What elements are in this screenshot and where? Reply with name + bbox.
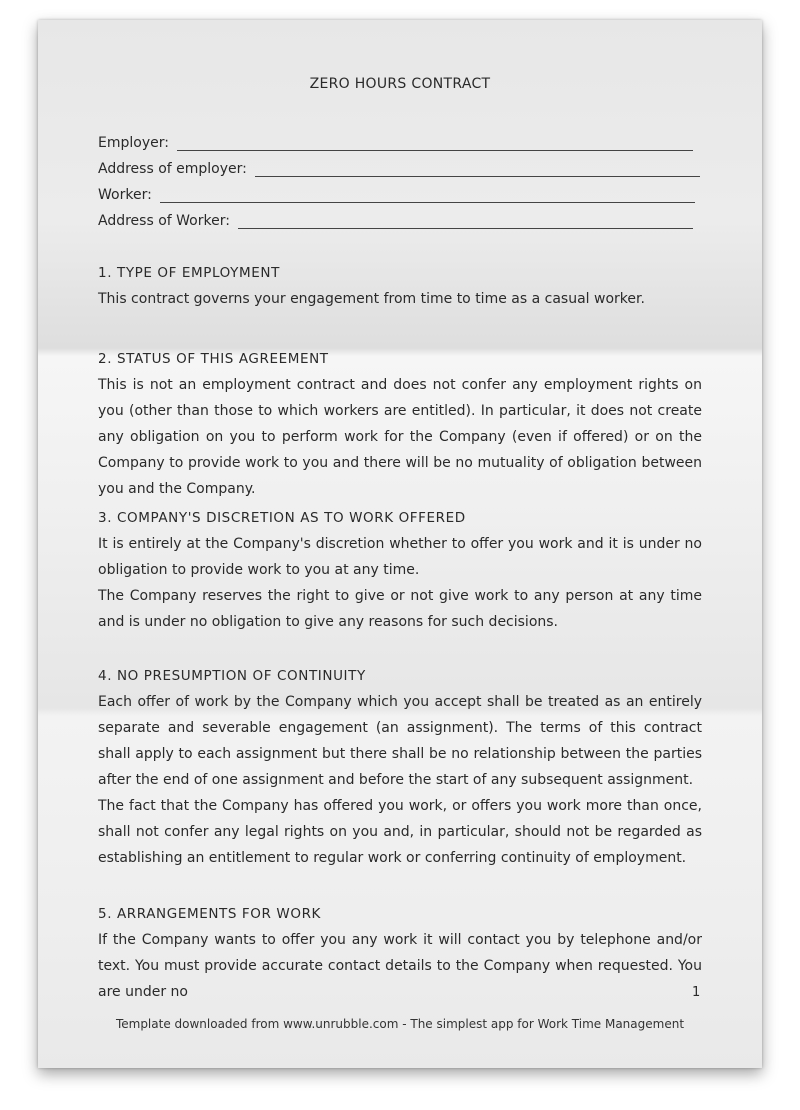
worker-address-blank-line[interactable] xyxy=(238,214,693,229)
footer-note: Template downloaded from www.unrubble.com - The simplest app for Work Time Management xyxy=(115,1017,685,1031)
employer-address-blank-line[interactable] xyxy=(255,162,700,177)
worker-field xyxy=(98,183,695,203)
section-2-heading: 2. STATUS OF THIS AGREEMENT xyxy=(98,351,329,367)
employer-label: Employer: xyxy=(98,135,169,151)
document-title: ZERO HOURS CONTRACT xyxy=(309,76,491,92)
section-4-paragraph-1: Each offer of work by the Company which you accept shall be treated as an entirely separate and severable engagement (an assignment). The terms of this contract shall apply to each assignment but there shall be no relationship between the parties after the end of one assignment and before the start of any subsequent assignment. xyxy=(98,694,702,788)
section-4-heading: 4. NO PRESUMPTION OF CONTINUITY xyxy=(98,668,366,684)
section-2-paragraph-1: This is not an employment contract and does not confer any employment rights on you (other than those to which workers are entitled). In particular, it does not create any obligation on you to perform work for the Company (even if offered) or on the Company to provide work to you and there will be no mutuality of obligation between you and the Company. xyxy=(98,377,702,497)
page-number: 1 xyxy=(692,985,701,1000)
employer-blank-line[interactable] xyxy=(177,136,693,151)
section-1-paragraph-1: This contract governs your engagement from time to time as a casual worker. xyxy=(98,291,645,307)
employer-field xyxy=(98,131,693,151)
section-3-heading: 3. COMPANY'S DISCRETION AS TO WORK OFFERED xyxy=(98,510,466,526)
worker-blank-line[interactable] xyxy=(160,188,695,203)
section-1-heading: 1. TYPE OF EMPLOYMENT xyxy=(98,265,280,281)
worker-label: Worker: xyxy=(98,187,152,203)
section-5-heading: 5. ARRANGEMENTS FOR WORK xyxy=(98,906,321,922)
employer-address-label: Address of employer: xyxy=(98,161,247,177)
section-3-paragraph-2: The Company reserves the right to give or not give work to any person at any time and is under no obligation to give any reasons for such decisions. xyxy=(98,588,702,630)
section-4-paragraph-2: The fact that the Company has offered you work, or offers you work more than once, shall not confer any legal rights on you and, in particular, should not be regarded as establishing an entitlement to regular work or conferring continuity of employment. xyxy=(98,798,702,866)
section-3-paragraph-1: It is entirely at the Company's discretion whether to offer you work and it is under no obligation to provide work to you at any time. xyxy=(98,536,702,578)
section-5-paragraph-1: If the Company wants to offer you any work it will contact you by telephone and/or text. You must provide accurate contact details to the Company when requested. You are under no xyxy=(98,932,702,1000)
worker-address-field xyxy=(98,209,693,229)
worker-address-label: Address of Worker: xyxy=(98,213,230,229)
employer-address-field xyxy=(98,157,700,177)
